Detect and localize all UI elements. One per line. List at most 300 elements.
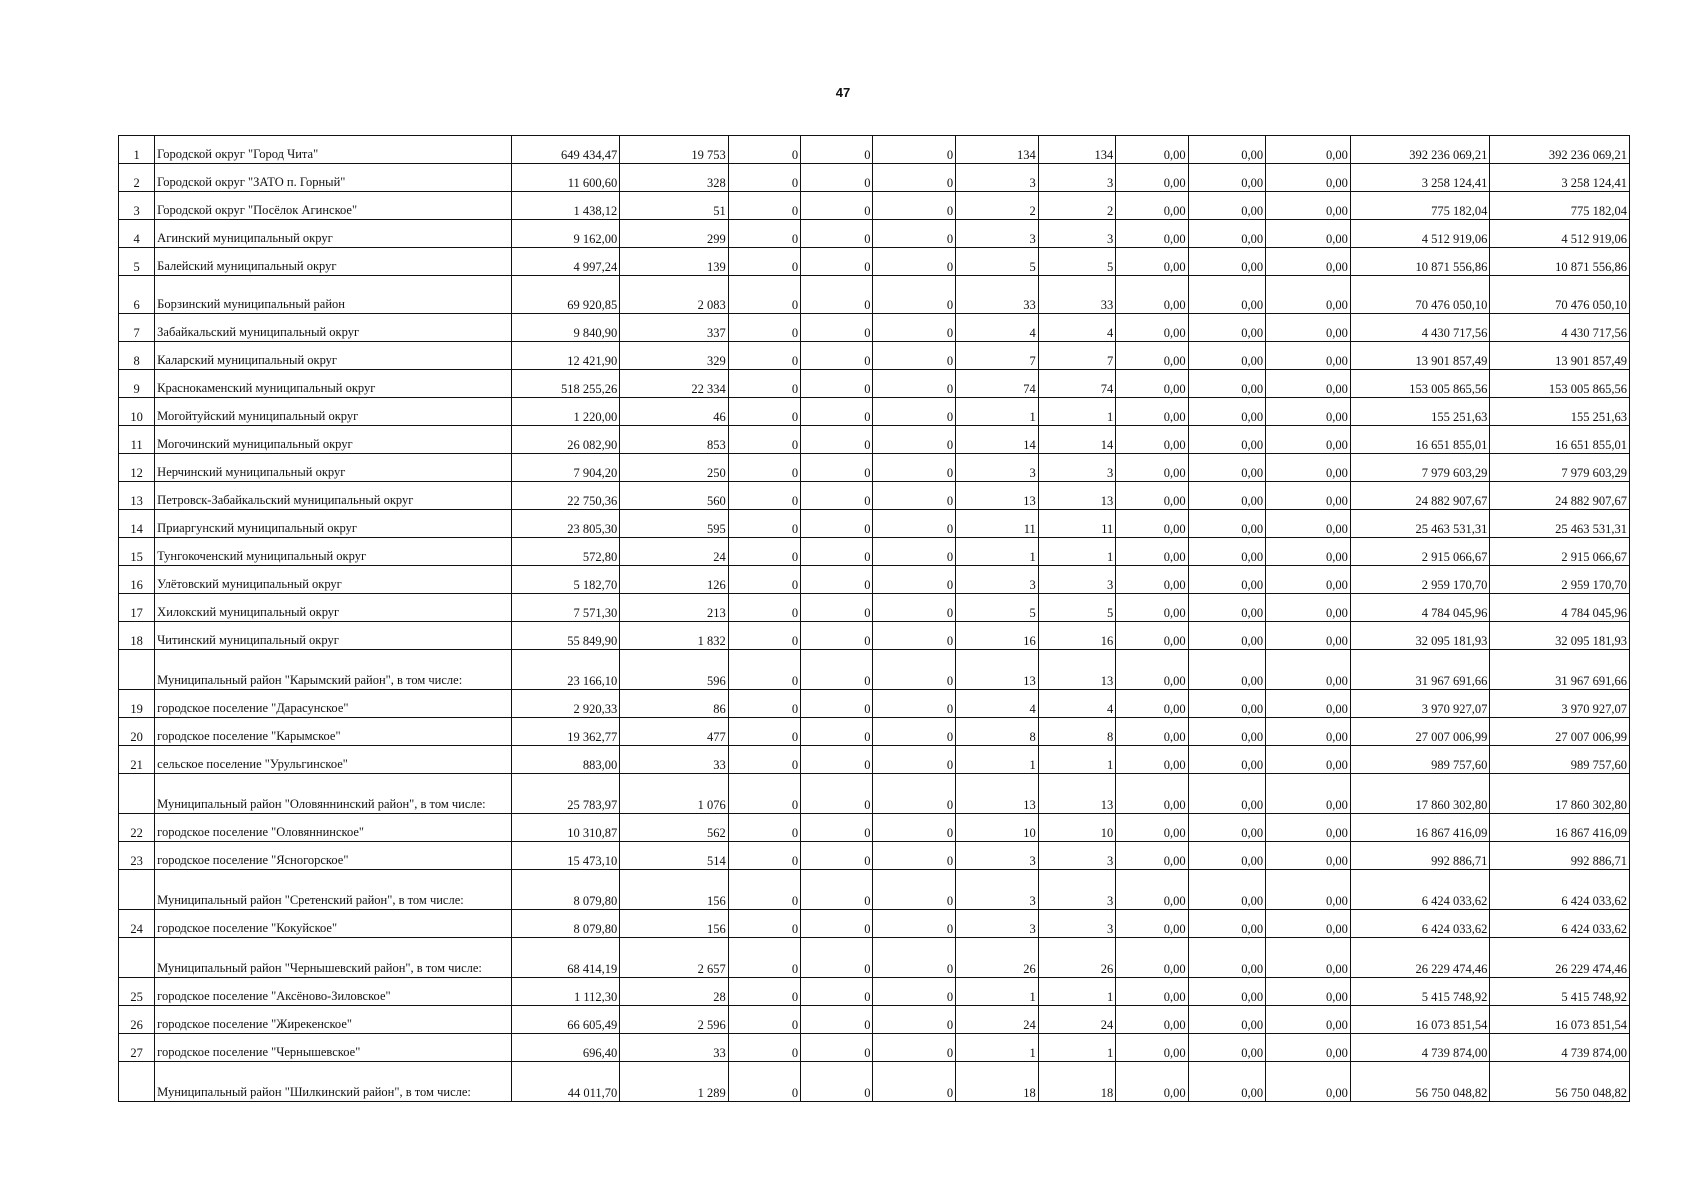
value-cell-c1: 10 310,87 — [511, 814, 620, 842]
page-number: 47 — [835, 85, 851, 100]
value-cell-c6: 3 — [956, 910, 1039, 938]
value-cell-c12: 16 073 851,54 — [1490, 1006, 1630, 1034]
value-cell-c1: 696,40 — [511, 1034, 620, 1062]
entity-name-cell: Муниципальный район "Сретенский район", в том числе: — [155, 870, 512, 910]
value-cell-c8: 0,00 — [1116, 910, 1188, 938]
value-cell-c9: 0,00 — [1188, 938, 1266, 978]
value-cell-c7: 7 — [1038, 342, 1116, 370]
value-cell-c10: 0,00 — [1266, 164, 1351, 192]
table-row — [119, 594, 1630, 622]
value-cell-c2: 560 — [620, 482, 729, 510]
value-cell-c1: 7 904,20 — [511, 454, 620, 482]
value-cell-c3: 0 — [728, 1034, 800, 1062]
value-cell-c6: 2 — [956, 192, 1039, 220]
value-cell-c2: 126 — [620, 566, 729, 594]
value-cell-c5: 0 — [873, 454, 956, 482]
value-cell-c3: 0 — [728, 774, 800, 814]
value-cell-c1: 23 166,10 — [511, 650, 620, 690]
value-cell-c7: 13 — [1038, 650, 1116, 690]
value-cell-c12: 32 095 181,93 — [1490, 622, 1630, 650]
value-cell-c5: 0 — [873, 482, 956, 510]
value-cell-c1: 649 434,47 — [511, 136, 620, 164]
table-row — [119, 938, 1630, 978]
table-row — [119, 454, 1630, 482]
value-cell-c11: 7 979 603,29 — [1350, 454, 1490, 482]
table-row — [119, 718, 1630, 746]
value-cell-c2: 514 — [620, 842, 729, 870]
value-cell-c3: 0 — [728, 164, 800, 192]
value-cell-c5: 0 — [873, 276, 956, 314]
value-cell-c4: 0 — [801, 248, 873, 276]
value-cell-c12: 5 415 748,92 — [1490, 978, 1630, 1006]
row-number-cell: 15 — [119, 538, 155, 566]
value-cell-c8: 0,00 — [1116, 426, 1188, 454]
value-cell-c3: 0 — [728, 136, 800, 164]
value-cell-c6: 1 — [956, 746, 1039, 774]
value-cell-c5: 0 — [873, 842, 956, 870]
row-number-cell: 23 — [119, 842, 155, 870]
value-cell-c9: 0,00 — [1188, 910, 1266, 938]
table-row — [119, 342, 1630, 370]
value-cell-c7: 10 — [1038, 814, 1116, 842]
value-cell-c5: 0 — [873, 538, 956, 566]
value-cell-c10: 0,00 — [1266, 426, 1351, 454]
value-cell-c2: 1 289 — [620, 1062, 729, 1102]
value-cell-c10: 0,00 — [1266, 774, 1351, 814]
value-cell-c3: 0 — [728, 342, 800, 370]
value-cell-c6: 3 — [956, 220, 1039, 248]
row-number-cell: 2 — [119, 164, 155, 192]
value-cell-c5: 0 — [873, 136, 956, 164]
value-cell-c6: 4 — [956, 314, 1039, 342]
value-cell-c7: 134 — [1038, 136, 1116, 164]
table-row — [119, 192, 1630, 220]
value-cell-c11: 5 415 748,92 — [1350, 978, 1490, 1006]
value-cell-c3: 0 — [728, 248, 800, 276]
value-cell-c3: 0 — [728, 482, 800, 510]
value-cell-c10: 0,00 — [1266, 622, 1351, 650]
value-cell-c9: 0,00 — [1188, 192, 1266, 220]
value-cell-c4: 0 — [801, 910, 873, 938]
entity-name-cell: городское поселение "Чернышевское" — [155, 1034, 512, 1062]
table-row — [119, 870, 1630, 910]
value-cell-c4: 0 — [801, 1062, 873, 1102]
value-cell-c4: 0 — [801, 164, 873, 192]
value-cell-c7: 13 — [1038, 774, 1116, 814]
value-cell-c3: 0 — [728, 1006, 800, 1034]
value-cell-c5: 0 — [873, 1034, 956, 1062]
row-number-cell: 26 — [119, 1006, 155, 1034]
value-cell-c9: 0,00 — [1188, 870, 1266, 910]
value-cell-c1: 23 805,30 — [511, 510, 620, 538]
row-number-cell: 16 — [119, 566, 155, 594]
value-cell-c5: 0 — [873, 690, 956, 718]
value-cell-c6: 1 — [956, 978, 1039, 1006]
value-cell-c10: 0,00 — [1266, 482, 1351, 510]
value-cell-c6: 26 — [956, 938, 1039, 978]
value-cell-c9: 0,00 — [1188, 136, 1266, 164]
value-cell-c2: 562 — [620, 814, 729, 842]
value-cell-c8: 0,00 — [1116, 220, 1188, 248]
value-cell-c12: 27 007 006,99 — [1490, 718, 1630, 746]
table-row — [119, 650, 1630, 690]
value-cell-c12: 17 860 302,80 — [1490, 774, 1630, 814]
value-cell-c11: 3 258 124,41 — [1350, 164, 1490, 192]
value-cell-c7: 33 — [1038, 276, 1116, 314]
value-cell-c12: 10 871 556,86 — [1490, 248, 1630, 276]
value-cell-c12: 989 757,60 — [1490, 746, 1630, 774]
value-cell-c6: 3 — [956, 454, 1039, 482]
entity-name-cell: Могочинский муниципальный округ — [155, 426, 512, 454]
table-row — [119, 566, 1630, 594]
value-cell-c3: 0 — [728, 594, 800, 622]
value-cell-c5: 0 — [873, 910, 956, 938]
value-cell-c12: 26 229 474,46 — [1490, 938, 1630, 978]
row-number-cell: 10 — [119, 398, 155, 426]
value-cell-c4: 0 — [801, 622, 873, 650]
value-cell-c9: 0,00 — [1188, 314, 1266, 342]
value-cell-c4: 0 — [801, 426, 873, 454]
value-cell-c4: 0 — [801, 594, 873, 622]
value-cell-c11: 6 424 033,62 — [1350, 870, 1490, 910]
entity-name-cell: Улётовский муниципальный округ — [155, 566, 512, 594]
value-cell-c3: 0 — [728, 510, 800, 538]
entity-name-cell: Забайкальский муниципальный округ — [155, 314, 512, 342]
value-cell-c4: 0 — [801, 650, 873, 690]
row-number-cell: 13 — [119, 482, 155, 510]
value-cell-c7: 16 — [1038, 622, 1116, 650]
value-cell-c11: 10 871 556,86 — [1350, 248, 1490, 276]
value-cell-c4: 0 — [801, 314, 873, 342]
value-cell-c1: 8 079,80 — [511, 910, 620, 938]
entity-name-cell: Муниципальный район "Чернышевский район", в том числе: — [155, 938, 512, 978]
value-cell-c7: 3 — [1038, 842, 1116, 870]
entity-name-cell: городское поселение "Жирекенское" — [155, 1006, 512, 1034]
entity-name-cell: Городской округ "Посёлок Агинское" — [155, 192, 512, 220]
table-row — [119, 136, 1630, 164]
value-cell-c5: 0 — [873, 622, 956, 650]
value-cell-c11: 24 882 907,67 — [1350, 482, 1490, 510]
table-row — [119, 978, 1630, 1006]
value-cell-c10: 0,00 — [1266, 566, 1351, 594]
value-cell-c1: 8 079,80 — [511, 870, 620, 910]
value-cell-c5: 0 — [873, 220, 956, 248]
value-cell-c5: 0 — [873, 398, 956, 426]
value-cell-c12: 2 959 170,70 — [1490, 566, 1630, 594]
value-cell-c10: 0,00 — [1266, 718, 1351, 746]
value-cell-c9: 0,00 — [1188, 220, 1266, 248]
table-row — [119, 1062, 1630, 1102]
value-cell-c10: 0,00 — [1266, 650, 1351, 690]
value-cell-c2: 156 — [620, 870, 729, 910]
value-cell-c7: 18 — [1038, 1062, 1116, 1102]
value-cell-c1: 11 600,60 — [511, 164, 620, 192]
table-row — [119, 398, 1630, 426]
value-cell-c6: 10 — [956, 814, 1039, 842]
value-cell-c3: 0 — [728, 398, 800, 426]
row-number-cell: 7 — [119, 314, 155, 342]
value-cell-c8: 0,00 — [1116, 746, 1188, 774]
table-row — [119, 842, 1630, 870]
value-cell-c1: 66 605,49 — [511, 1006, 620, 1034]
value-cell-c10: 0,00 — [1266, 1006, 1351, 1034]
value-cell-c12: 7 979 603,29 — [1490, 454, 1630, 482]
value-cell-c9: 0,00 — [1188, 842, 1266, 870]
entity-name-cell: городское поселение "Карымское" — [155, 718, 512, 746]
value-cell-c2: 337 — [620, 314, 729, 342]
value-cell-c12: 4 512 919,06 — [1490, 220, 1630, 248]
value-cell-c9: 0,00 — [1188, 1034, 1266, 1062]
value-cell-c11: 70 476 050,10 — [1350, 276, 1490, 314]
value-cell-c6: 3 — [956, 164, 1039, 192]
value-cell-c3: 0 — [728, 870, 800, 910]
value-cell-c8: 0,00 — [1116, 1034, 1188, 1062]
value-cell-c10: 0,00 — [1266, 814, 1351, 842]
value-cell-c4: 0 — [801, 718, 873, 746]
value-cell-c4: 0 — [801, 842, 873, 870]
value-cell-c8: 0,00 — [1116, 1062, 1188, 1102]
value-cell-c9: 0,00 — [1188, 510, 1266, 538]
value-cell-c9: 0,00 — [1188, 1006, 1266, 1034]
value-cell-c3: 0 — [728, 842, 800, 870]
entity-name-cell: Нерчинский муниципальный округ — [155, 454, 512, 482]
value-cell-c6: 18 — [956, 1062, 1039, 1102]
value-cell-c11: 56 750 048,82 — [1350, 1062, 1490, 1102]
value-cell-c3: 0 — [728, 650, 800, 690]
value-cell-c12: 6 424 033,62 — [1490, 870, 1630, 910]
entity-name-cell: Каларский муниципальный округ — [155, 342, 512, 370]
value-cell-c1: 68 414,19 — [511, 938, 620, 978]
value-cell-c1: 25 783,97 — [511, 774, 620, 814]
row-number-cell: 21 — [119, 746, 155, 774]
value-cell-c5: 0 — [873, 650, 956, 690]
value-cell-c7: 4 — [1038, 690, 1116, 718]
entity-name-cell: Читинский муниципальный округ — [155, 622, 512, 650]
value-cell-c3: 0 — [728, 276, 800, 314]
value-cell-c10: 0,00 — [1266, 398, 1351, 426]
row-number-cell: 24 — [119, 910, 155, 938]
value-cell-c3: 0 — [728, 978, 800, 1006]
row-number-cell — [119, 870, 155, 910]
row-number-cell: 4 — [119, 220, 155, 248]
value-cell-c5: 0 — [873, 774, 956, 814]
table-row — [119, 746, 1630, 774]
value-cell-c11: 3 970 927,07 — [1350, 690, 1490, 718]
entity-name-cell: Петровск-Забайкальский муниципальный округ — [155, 482, 512, 510]
value-cell-c8: 0,00 — [1116, 398, 1188, 426]
value-cell-c3: 0 — [728, 566, 800, 594]
row-number-cell: 1 — [119, 136, 155, 164]
value-cell-c8: 0,00 — [1116, 276, 1188, 314]
table-row — [119, 690, 1630, 718]
value-cell-c12: 16 651 855,01 — [1490, 426, 1630, 454]
value-cell-c5: 0 — [873, 566, 956, 594]
row-number-cell: 3 — [119, 192, 155, 220]
value-cell-c8: 0,00 — [1116, 482, 1188, 510]
row-number-cell: 17 — [119, 594, 155, 622]
value-cell-c4: 0 — [801, 978, 873, 1006]
value-cell-c3: 0 — [728, 454, 800, 482]
value-cell-c7: 8 — [1038, 718, 1116, 746]
value-cell-c7: 3 — [1038, 454, 1116, 482]
value-cell-c8: 0,00 — [1116, 718, 1188, 746]
value-cell-c10: 0,00 — [1266, 192, 1351, 220]
value-cell-c5: 0 — [873, 814, 956, 842]
value-cell-c10: 0,00 — [1266, 314, 1351, 342]
value-cell-c7: 24 — [1038, 1006, 1116, 1034]
row-number-cell: 11 — [119, 426, 155, 454]
table-row — [119, 426, 1630, 454]
value-cell-c5: 0 — [873, 1006, 956, 1034]
value-cell-c2: 22 334 — [620, 370, 729, 398]
value-cell-c8: 0,00 — [1116, 454, 1188, 482]
value-cell-c7: 5 — [1038, 594, 1116, 622]
value-cell-c1: 5 182,70 — [511, 566, 620, 594]
value-cell-c11: 6 424 033,62 — [1350, 910, 1490, 938]
entity-name-cell: Могойтуйский муниципальный округ — [155, 398, 512, 426]
value-cell-c5: 0 — [873, 870, 956, 910]
row-number-cell: 20 — [119, 718, 155, 746]
value-cell-c8: 0,00 — [1116, 594, 1188, 622]
value-cell-c4: 0 — [801, 342, 873, 370]
value-cell-c3: 0 — [728, 690, 800, 718]
value-cell-c3: 0 — [728, 192, 800, 220]
value-cell-c6: 134 — [956, 136, 1039, 164]
value-cell-c2: 2 083 — [620, 276, 729, 314]
value-cell-c7: 1 — [1038, 538, 1116, 566]
value-cell-c4: 0 — [801, 220, 873, 248]
value-cell-c2: 2 657 — [620, 938, 729, 978]
value-cell-c12: 4 784 045,96 — [1490, 594, 1630, 622]
value-cell-c7: 1 — [1038, 398, 1116, 426]
value-cell-c6: 3 — [956, 870, 1039, 910]
value-cell-c12: 775 182,04 — [1490, 192, 1630, 220]
value-cell-c3: 0 — [728, 622, 800, 650]
entity-name-cell: Муниципальный район "Шилкинский район", в том числе: — [155, 1062, 512, 1102]
value-cell-c1: 9 162,00 — [511, 220, 620, 248]
value-cell-c1: 12 421,90 — [511, 342, 620, 370]
value-cell-c12: 4 739 874,00 — [1490, 1034, 1630, 1062]
value-cell-c11: 4 430 717,56 — [1350, 314, 1490, 342]
value-cell-c1: 44 011,70 — [511, 1062, 620, 1102]
value-cell-c8: 0,00 — [1116, 1006, 1188, 1034]
value-cell-c1: 883,00 — [511, 746, 620, 774]
value-cell-c6: 11 — [956, 510, 1039, 538]
value-cell-c11: 2 915 066,67 — [1350, 538, 1490, 566]
entity-name-cell: Хилокский муниципальный округ — [155, 594, 512, 622]
value-cell-c11: 992 886,71 — [1350, 842, 1490, 870]
entity-name-cell: городское поселение "Оловяннинское" — [155, 814, 512, 842]
value-cell-c5: 0 — [873, 978, 956, 1006]
value-cell-c9: 0,00 — [1188, 594, 1266, 622]
value-cell-c8: 0,00 — [1116, 650, 1188, 690]
value-cell-c9: 0,00 — [1188, 650, 1266, 690]
value-cell-c2: 250 — [620, 454, 729, 482]
value-cell-c4: 0 — [801, 774, 873, 814]
value-cell-c8: 0,00 — [1116, 192, 1188, 220]
value-cell-c3: 0 — [728, 220, 800, 248]
value-cell-c3: 0 — [728, 314, 800, 342]
entity-name-cell: городское поселение "Дарасунское" — [155, 690, 512, 718]
value-cell-c3: 0 — [728, 910, 800, 938]
value-cell-c11: 26 229 474,46 — [1350, 938, 1490, 978]
value-cell-c11: 31 967 691,66 — [1350, 650, 1490, 690]
value-cell-c9: 0,00 — [1188, 276, 1266, 314]
value-cell-c9: 0,00 — [1188, 164, 1266, 192]
value-cell-c11: 155 251,63 — [1350, 398, 1490, 426]
value-cell-c2: 329 — [620, 342, 729, 370]
value-cell-c12: 70 476 050,10 — [1490, 276, 1630, 314]
value-cell-c5: 0 — [873, 594, 956, 622]
value-cell-c5: 0 — [873, 938, 956, 978]
table-row — [119, 276, 1630, 314]
value-cell-c10: 0,00 — [1266, 220, 1351, 248]
entity-name-cell: городское поселение "Ясногорское" — [155, 842, 512, 870]
row-number-cell: 18 — [119, 622, 155, 650]
value-cell-c4: 0 — [801, 192, 873, 220]
value-cell-c6: 5 — [956, 248, 1039, 276]
value-cell-c8: 0,00 — [1116, 342, 1188, 370]
value-cell-c4: 0 — [801, 370, 873, 398]
value-cell-c8: 0,00 — [1116, 538, 1188, 566]
value-cell-c10: 0,00 — [1266, 690, 1351, 718]
table-row — [119, 910, 1630, 938]
value-cell-c2: 1 076 — [620, 774, 729, 814]
value-cell-c11: 27 007 006,99 — [1350, 718, 1490, 746]
value-cell-c8: 0,00 — [1116, 814, 1188, 842]
value-cell-c4: 0 — [801, 870, 873, 910]
value-cell-c2: 33 — [620, 1034, 729, 1062]
value-cell-c2: 46 — [620, 398, 729, 426]
value-cell-c10: 0,00 — [1266, 136, 1351, 164]
row-number-cell: 22 — [119, 814, 155, 842]
value-cell-c2: 24 — [620, 538, 729, 566]
value-cell-c10: 0,00 — [1266, 510, 1351, 538]
value-cell-c9: 0,00 — [1188, 482, 1266, 510]
value-cell-c7: 3 — [1038, 910, 1116, 938]
table-row — [119, 774, 1630, 814]
value-cell-c11: 153 005 865,56 — [1350, 370, 1490, 398]
value-cell-c3: 0 — [728, 718, 800, 746]
entity-name-cell: городское поселение "Кокуйское" — [155, 910, 512, 938]
value-cell-c5: 0 — [873, 510, 956, 538]
value-cell-c1: 69 920,85 — [511, 276, 620, 314]
value-cell-c8: 0,00 — [1116, 842, 1188, 870]
value-cell-c12: 25 463 531,31 — [1490, 510, 1630, 538]
value-cell-c9: 0,00 — [1188, 622, 1266, 650]
row-number-cell: 8 — [119, 342, 155, 370]
value-cell-c1: 518 255,26 — [511, 370, 620, 398]
row-number-cell — [119, 650, 155, 690]
value-cell-c2: 33 — [620, 746, 729, 774]
value-cell-c1: 572,80 — [511, 538, 620, 566]
row-number-cell: 25 — [119, 978, 155, 1006]
value-cell-c6: 1 — [956, 398, 1039, 426]
value-cell-c2: 328 — [620, 164, 729, 192]
entity-name-cell: городское поселение "Аксёново-Зиловское" — [155, 978, 512, 1006]
value-cell-c12: 4 430 717,56 — [1490, 314, 1630, 342]
value-cell-c7: 3 — [1038, 870, 1116, 910]
value-cell-c10: 0,00 — [1266, 910, 1351, 938]
value-cell-c7: 3 — [1038, 164, 1116, 192]
value-cell-c2: 86 — [620, 690, 729, 718]
data-table — [118, 135, 1630, 1102]
entity-name-cell: Муниципальный район "Оловяннинский район", в том числе: — [155, 774, 512, 814]
value-cell-c9: 0,00 — [1188, 538, 1266, 566]
value-cell-c1: 1 112,30 — [511, 978, 620, 1006]
value-cell-c12: 2 915 066,67 — [1490, 538, 1630, 566]
value-cell-c2: 595 — [620, 510, 729, 538]
